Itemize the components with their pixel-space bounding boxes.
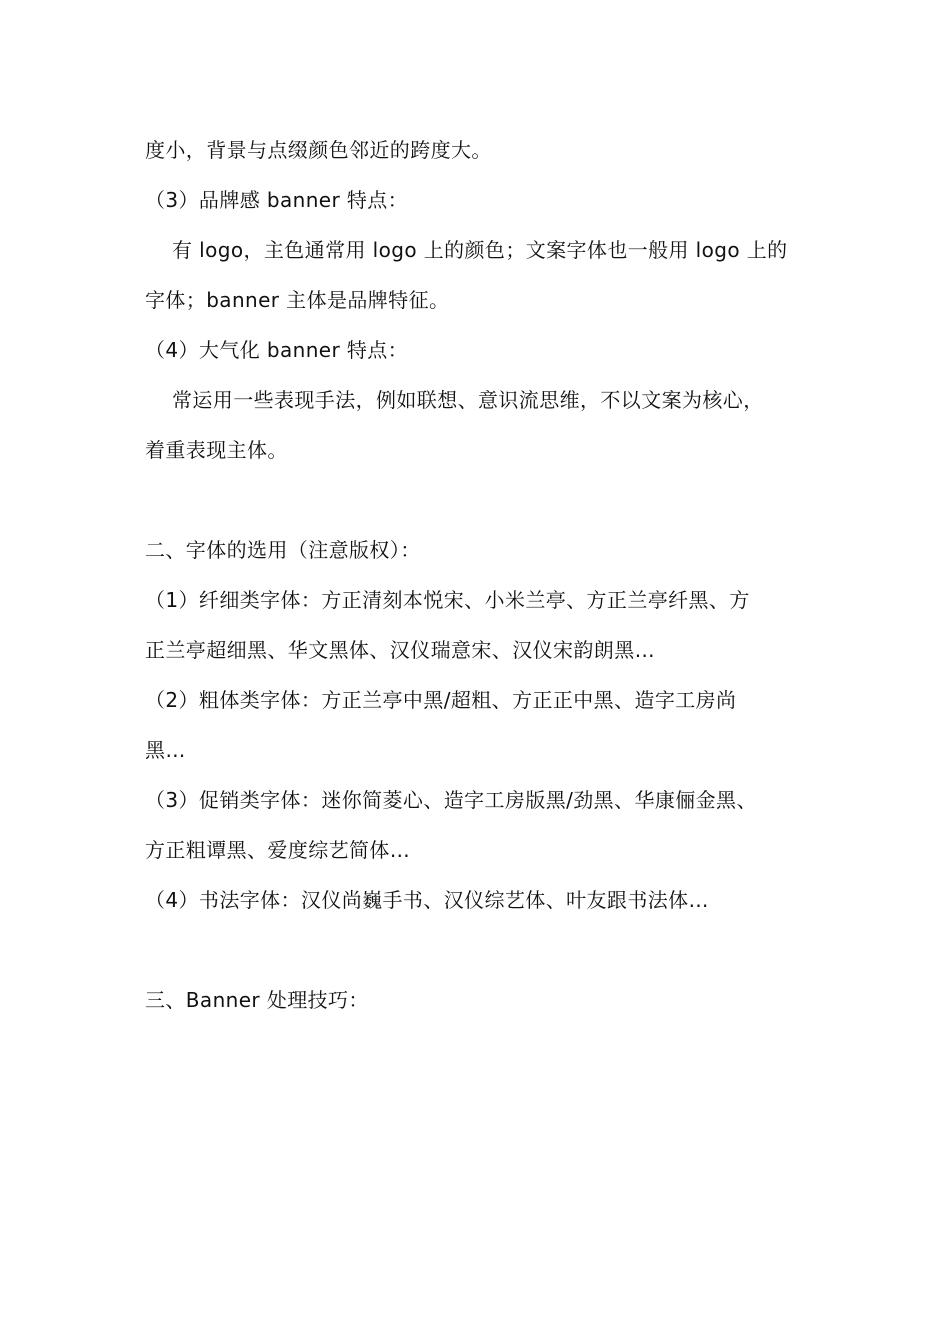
paragraph-line: 字体；banner 主体是品牌特征。 xyxy=(145,288,450,312)
paragraph-line: 度小，背景与点缀颜色邻近的跨度大。 xyxy=(145,138,492,162)
section-heading-grand-banner: （4）大气化 banner 特点： xyxy=(145,338,409,362)
paragraph-line: 常运用一些表现手法，例如联想、意识流思维，不以文案为核心， xyxy=(172,388,764,412)
list-item-calligraphy-fonts: （4）书法字体：汉仪尚巍手书、汉仪综艺体、叶友跟书法体… xyxy=(145,888,709,912)
paragraph-line: 有 logo，主色通常用 logo 上的颜色；文案字体也一般用 logo 上的 xyxy=(172,238,788,262)
list-item-bold-fonts: （2）粗体类字体：方正兰亭中黑/超粗、方正正中黑、造字工房尚 xyxy=(145,688,737,712)
section-title-font-selection: 二、字体的选用（注意版权）： xyxy=(145,538,421,562)
list-item-promo-fonts: （3）促销类字体：迷你简菱心、造字工房版黑/劲黑、华康俪金黑、 xyxy=(145,788,757,812)
section-title-banner-techniques: 三、Banner 处理技巧： xyxy=(145,988,369,1012)
paragraph-line: 正兰亭超细黑、华文黑体、汉仪瑞意宋、汉仪宋韵朗黑… xyxy=(145,638,655,662)
list-item-thin-fonts: （1）纤细类字体：方正清刻本悦宋、小米兰亭、方正兰亭纤黑、方 xyxy=(145,588,750,612)
section-heading-brand-banner: （3）品牌感 banner 特点： xyxy=(145,188,409,212)
paragraph-line: 方正粗谭黑、爱度综艺简体… xyxy=(145,838,411,862)
paragraph-line: 着重表现主体。 xyxy=(145,438,288,462)
paragraph-line: 黑… xyxy=(145,738,186,762)
